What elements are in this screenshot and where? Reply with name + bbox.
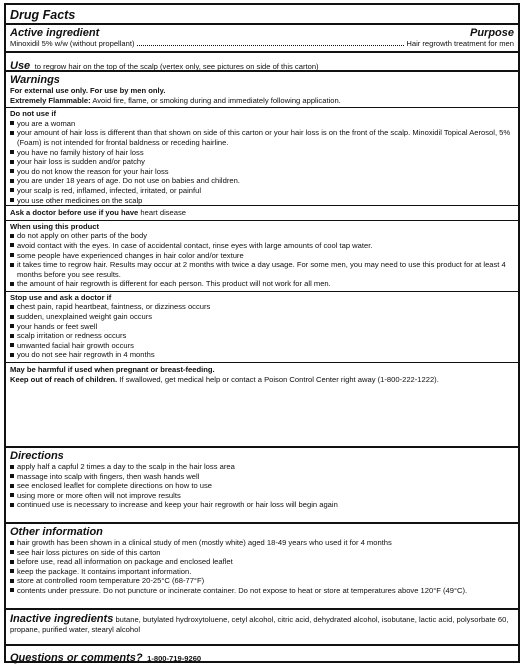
page-title: Drug Facts [10,8,76,22]
title-section [6,5,518,25]
flammable-warning [10,96,514,106]
questions-section [6,646,518,663]
active-ingredient-purpose: Hair regrowth treatment for men [406,39,514,48]
list-item: hair growth has been shown in a clinical study of men (mostly white) aged 18-49 years who used it for 4 months [10,538,514,548]
use-section [6,53,518,72]
do-not-use-heading: Do not use if [10,109,56,119]
inactive-ingredients-heading: Inactive ingredients [10,613,114,625]
phone-number: 1-800-719-9260 [147,654,202,663]
list-item: sudden, unexplained weight gain occurs [10,312,514,322]
stop-use-block [6,291,518,362]
leader-dots [137,45,405,46]
list-item: avoid contact with the eyes. In case of accidental contact, rinse eyes with large amounts of cool tap water. [10,241,514,251]
list-item: continued use is necessary to increase and keep your hair regrowth or hair loss will begin again [10,500,514,510]
do-not-use-block [6,107,518,205]
list-item: before use, read all information on package and enclosed leaflet [10,557,514,567]
drug-facts-panel [4,3,520,663]
purpose-heading: Purpose [469,27,514,39]
list-item: contents under pressure. Do not puncture or incinerate container. Do not expose to heat or store at temperatures above 120°F (49°C). [10,586,514,596]
list-item: you use other medicines on the scalp [10,196,514,206]
directions-section [6,448,518,524]
active-ingredient-section [6,25,518,53]
warnings-section [6,72,518,448]
keep-out-label: Keep out of reach of children. [10,374,118,384]
list-item: see enclosed leaflet for complete directions on how to use [10,481,514,491]
list-item: massage into scalp with fingers, then wash hands well [10,472,514,482]
warnings-heading: Warnings [10,74,60,86]
external-use-text: For external use only. For use by men only. [10,86,166,95]
active-ingredient-name: Minoxidil 5% w/w (without propellant) [10,39,135,48]
list-item: using more or more often will not improve results [10,491,514,501]
list-item: see hair loss pictures on side of this carton [10,548,514,558]
list-item: your scalp is red, inflamed, infected, irritated, or painful [10,186,514,196]
list-item: chest pain, rapid heartbeat, faintness, or dizziness occurs [10,302,514,312]
when-using-block [6,220,518,291]
list-item: store at controlled room temperature 20-25°C (68-77°F) [10,576,514,586]
use-text: to regrow hair on the top of the scalp (vertex only, see pictures on side of this carton) [34,62,319,71]
inactive-ingredients-section [6,610,518,646]
flammable-text: Avoid fire, flame, or smoking during and immediately following application. [92,95,341,105]
when-using-heading: When using this product [10,221,100,231]
list-item: unwanted facial hair growth occurs [10,341,514,351]
ask-doctor-block [6,205,518,220]
active-ingredient-heading: Active ingredient [10,27,100,39]
questions-heading: Questions or comments? [10,652,143,664]
other-information-heading: Other information [10,526,103,538]
flammable-label: Extremely Flammable: [10,95,91,105]
pregnancy-children-block [6,362,518,384]
stop-use-heading: Stop use and ask a doctor if [10,292,112,302]
inactive-ingredients-text: butane, butylated hydroxytoluene, cetyl alcohol, citric acid, dehydrated alcohol, isobutane, lactic acid, polysorbate 60, propane, purified water, stearyl alcohol [10,615,509,634]
list-item: keep the package. It contains important information. [10,567,514,577]
list-item: some people have experienced changes in hair color and/or texture [10,251,514,261]
other-information-section [6,524,518,610]
list-item: you have no family history of hair loss [10,148,514,158]
list-item: you are a woman [10,119,514,129]
list-item: your hands or feet swell [10,322,514,332]
list-item: you do not see hair regrowth in 4 months [10,350,514,360]
list-item: you do not know the reason for your hair loss [10,167,514,177]
list-item: you are under 18 years of age. Do not use on babies and children. [10,176,514,186]
list-item: your amount of hair loss is different than that shown on side of this carton or your hair loss is on the front of the scalp. Minoxidil Topical Aerosol, 5% (Foam) is not intended for frontal baldness or receding hairline. [10,128,514,147]
ask-doctor-text: heart disease [140,208,187,218]
ask-doctor-label: Ask a doctor before use if you have [10,208,139,218]
directions-heading: Directions [10,450,64,462]
list-item: scalp irritation or redness occurs [10,331,514,341]
pregnancy-warning: May be harmful if used when pregnant or breast-feeding. [10,365,215,375]
list-item: the amount of hair regrowth is different for each person. This product will not work for all men. [10,279,514,289]
keep-out-text: If swallowed, get medical help or contact a Poison Control Center right away (1-800-222-1222). [119,374,439,384]
list-item: apply half a capful 2 times a day to the scalp in the hair loss area [10,462,514,472]
use-heading: Use [10,60,31,72]
list-item: do not apply on other parts of the body [10,231,514,241]
keep-out-of-reach [10,375,514,385]
list-item: your hair loss is sudden and/or patchy [10,157,514,167]
list-item: it takes time to regrow hair. Results may occur at 2 months with twice a day usage. For some men, you may need to use this product for at least 4 months before you see results. [10,260,514,279]
